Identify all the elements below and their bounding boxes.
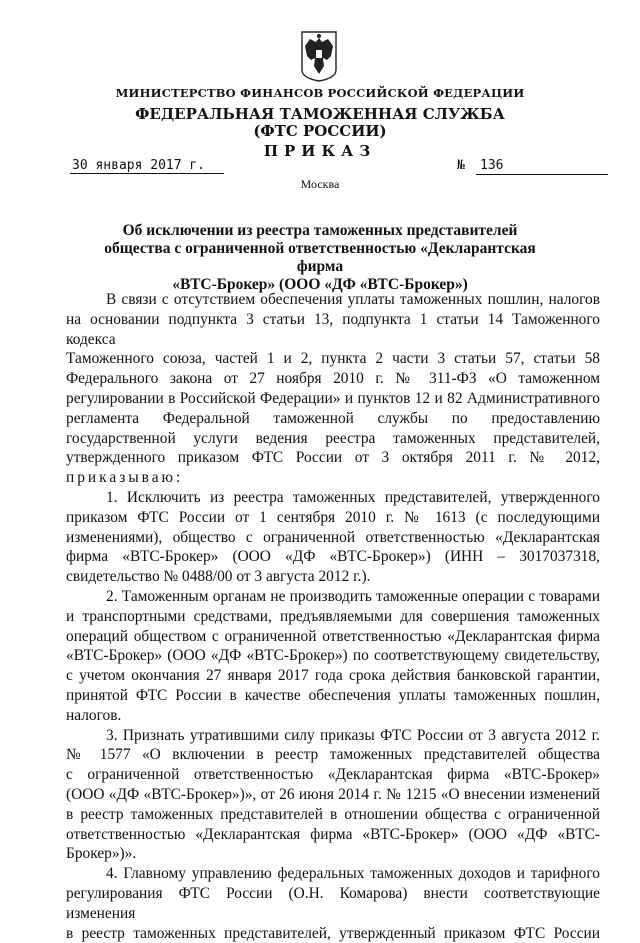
- order-number-underline: [476, 174, 608, 175]
- title-line: Об исключении из реестра таможенных представителей: [80, 222, 560, 240]
- order-word: приказываю:: [66, 468, 600, 488]
- text-line: Таможенного союза, частей 1 и 2, пункта 2 части 3 статьи 57, статьи 58: [66, 349, 600, 369]
- order-number-label: №: [457, 158, 465, 173]
- order-body: [66, 290, 600, 943]
- preamble: [66, 290, 600, 488]
- item-4: [66, 864, 600, 943]
- text-line: налогов.: [66, 706, 600, 726]
- text-line: с учетом окончания 27 января 2017 года срока действия банковской гарантии,: [66, 666, 600, 686]
- text-line: и транспортными средствами, предъявляемыми для совершения таможенных: [66, 607, 600, 627]
- text-line: операций обществом с ограниченной ответственностью «Декларантская фирма: [66, 627, 600, 647]
- item-2: [66, 587, 600, 726]
- order-title: [80, 222, 560, 294]
- text-line: регламента Федеральной таможенной службы по предоставлению: [66, 409, 600, 429]
- text-line: свидетельство № 0488/00 от 3 августа 2012 г.).: [66, 567, 600, 587]
- text-line: в реестр таможенных представителей, утвержденный приказом ФТС России: [66, 924, 600, 943]
- text-line: 4. Главному управлению федеральных таможенных доходов и тарифного: [66, 864, 600, 884]
- text-line: № 1577 «О включении в реестр таможенных представителей общества: [66, 745, 600, 765]
- text-line: 3. Признать утратившими силу приказы ФТС России от 3 августа 2012 г.: [66, 726, 600, 746]
- text-line: «ВТС-Брокер» (ООО «ДФ «ВТС-Брокер») по соответствующему свидетельству,: [66, 646, 600, 666]
- city: Москва: [0, 177, 640, 192]
- text-line: принятой ФТС России в качестве обеспечения уплаты таможенных пошлин,: [66, 686, 600, 706]
- text-line: 2. Таможенным органам не производить таможенные операции с товарами: [66, 587, 600, 607]
- ministry-name: МИНИСТЕРСТВО ФИНАНСОВ РОССИЙСКОЙ ФЕДЕРАЦИИ: [0, 86, 640, 100]
- text-line: регулирования ФТС России (О.Н. Комарова) внести соответствующие изменения: [66, 884, 600, 924]
- text-line: утвержденного приказом ФТС России от 3 октября 2011 г. № 2012,: [66, 448, 600, 468]
- text-line: изменениями), общество с ограниченной ответственностью «Декларантская: [66, 528, 600, 548]
- item-3: [66, 726, 600, 865]
- text-line: на основании подпункта 3 статьи 13, подпункта 1 статьи 14 Таможенного кодекса: [66, 310, 600, 350]
- item-1: [66, 488, 600, 587]
- service-name: ФЕДЕРАЛЬНАЯ ТАМОЖЕННАЯ СЛУЖБА: [0, 105, 640, 123]
- text-line: 1. Исключить из реестра таможенных представителей, утвержденного: [66, 488, 600, 508]
- text-line: приказом ФТС России от 1 сентября 2010 г. № 1613 (с последующими: [66, 508, 600, 528]
- title-line: общества с ограниченной ответственностью «Декларантская фирма: [80, 240, 560, 276]
- text-line: (ООО «ДФ «ВТС-Брокер»)», от 26 июня 2014 г. № 1215 «О внесении изменений: [66, 785, 600, 805]
- document-type: ПРИКАЗ: [0, 142, 640, 160]
- title-line: «ВТС-Брокер» (ООО «ДФ «ВТС-Брокер»): [80, 276, 560, 294]
- text-line: государственной услуги ведения реестра таможенных представителей,: [66, 429, 600, 449]
- text-line: Брокер»)».: [66, 844, 600, 864]
- russian-coat-of-arms-icon: [300, 30, 338, 82]
- text-line: с ограниченной ответственностью «Декларантская фирма «ВТС-Брокер»: [66, 765, 600, 785]
- order-date: 30 января 2017 г.: [70, 158, 224, 174]
- text-line: В связи с отсутствием обеспечения уплаты таможенных пошлин, налогов: [66, 290, 600, 310]
- text-line: Федерального закона от 27 ноября 2010 г. № 311-ФЗ «О таможенном: [66, 369, 600, 389]
- text-line: ответственностью «Декларантская фирма «ВТС-Брокер» (ООО «ДФ «ВТС-: [66, 825, 600, 845]
- text-line: регулировании в Российской Федерации» и пунктов 12 и 82 Административного: [66, 389, 600, 409]
- text-line: фирма «ВТС-Брокер» (ООО «ДФ «ВТС-Брокер») (ИНН – 3017037318,: [66, 547, 600, 567]
- order-number: 136: [480, 158, 503, 173]
- text-line: в реестр таможенных представителей в отношении общества с ограниченной: [66, 805, 600, 825]
- service-short-name: (ФТС РОССИИ): [0, 122, 640, 140]
